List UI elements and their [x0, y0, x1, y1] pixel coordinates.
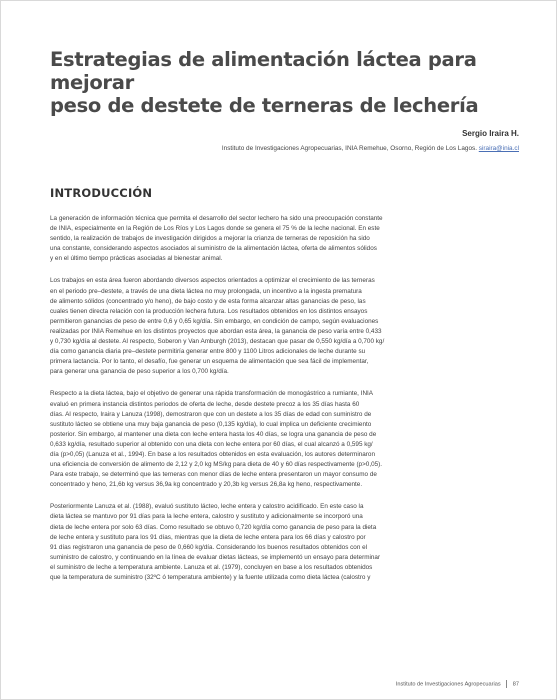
paragraph-line: y 0,730 kg/día al destete. Al respecto, Soberon y Van Amburgh (2013), destacan que pasar de 0,550 kg/día a 0,700 kg/ — [50, 338, 385, 346]
paragraph-line: y en el último tiempo prácticas asociadas al bienestar animal. — [50, 255, 223, 263]
paragraph-line: para generar una ganancia de peso superior a los 0,700 kg/día. — [50, 368, 229, 376]
title-line-1: Estrategias de alimentación láctea para mejorar — [50, 48, 477, 94]
article-title — [50, 48, 530, 117]
paragraph-line: Los trabajos en esta área fueron abordando diversos aspectos orientados a optimizar el crecimiento de las terneras — [50, 277, 375, 285]
paragraph-line: de alimento sólidos (concentrado y/o heno), de bajo costo y de esta forma alcanzar altas ganancias de peso, las — [50, 297, 366, 305]
paragraph-line: de leche entera y sustituto para los 91 días, mientras que la dieta de leche entera para los 66 días y calostro por — [50, 533, 366, 541]
author-affiliation — [222, 145, 519, 152]
body-paragraph — [50, 276, 520, 377]
paragraph-line: 91 días registraron una ganancia de peso de 0,660 kg/día. Considerando los buenos resultados obtenidos con el — [50, 543, 368, 551]
paragraph-line: dieta láctea se mantuvo por 91 días para la leche entera, calostro y sustituto y adicionalmente se incorporó una — [50, 513, 363, 521]
paragraph-line: sustituto lácteo se obtiene una muy baja ganancia de peso (0,135 kg/día), lo cual implica un deficiente crecimiento — [50, 420, 372, 428]
paragraph-line: días. Al respecto, Iraira y Lanuza (1998), demostraron que con un destete a los 35 días de edad con suministro de — [50, 410, 372, 418]
paragraph-line: una constante, considerando aspectos asociados al suministro de la alimentación láctea, oferta de alimentos sólidos — [50, 245, 377, 253]
paragraph-line: realizadas por INIA Remehue en los distintos proyectos que abordan esta área, la ganancia de peso varía entre 0,433 — [50, 327, 382, 335]
paragraph-line: 0,633 kg/día, resultado superior al obtenido con una dieta con leche entera por 60 días, el cual alcanzó a 0,595 kg/ — [50, 440, 373, 448]
paragraph-line: La generación de información técnica que permita el desarrollo del sector lechero ha sido una preocupación constante — [50, 215, 383, 222]
footer-institution: Instituto de Investigaciones Agropecuarias — [395, 681, 501, 688]
paragraph-line: posterior. Sin embargo, al mantener una dieta con leche entera hasta los 40 días, se logra una ganancia de peso de — [50, 430, 377, 438]
paragraph-line: suministro de calostro, y continuando en la línea de evaluar dietas lácteas, se implementó un ensayo para determinar — [50, 553, 381, 561]
paragraph-line: día como ganancia diaria pre–destete permitiría generar entre 800 y 1100 Litros adicionales de leche durante su — [50, 348, 366, 356]
paragraph-line: sentido, la realización de trabajos de investigación dirigidos a mejorar la crianza de terneras de reposición ha sido — [50, 235, 370, 243]
page-footer — [396, 680, 519, 688]
body-paragraph — [50, 502, 520, 583]
author-email-link[interactable]: siraira@inia.cl — [478, 145, 519, 152]
paragraph-line: evaluó en primera instancia distintos periodos de oferta de leche, desde destete precoz a los 35 días hasta 60 — [50, 400, 360, 408]
paragraph-line: cuales tienen directa relación con la producción lechera futura. Los resultados obtenidos en los distintos ensayos — [50, 307, 368, 315]
section-heading: INTRODUCCIÓN — [50, 186, 153, 200]
paragraph-line: de INIA, especialmente en la Región de Los Ríos y Los Lagos donde se genera el 75 % de la leche nacional. En este — [50, 225, 380, 233]
paragraph-line: Para este trabajo, se determinó que las terneras con menor días de leche entera presentaron un mayor consumo de — [50, 471, 377, 479]
paragraph-line: una eficiencia de conversión de alimento de 2,12 y 2,0 kg MS/kg para dieta de 40 y 60 días respectivamente (p>0,05). — [50, 461, 383, 469]
paragraph-line: permitieron ganancias de peso de entre 0,6 y 0,65 kg/día. Sin embargo, en condición de campo, según evaluaciones — [50, 317, 379, 325]
paragraph-line: Posteriormente Lanuza et al. (1988), evaluó sustituto lácteo, leche entera y calostro acidificado. En este caso la — [50, 503, 364, 511]
paragraph-line: concentrado y heno, 21,6b kg versus 36,9a kg concentrado y 20,3b kg versus 26,8a kg heno, respectivamente. — [50, 481, 363, 489]
paragraph-line: dieta de leche entera por solo 63 días. Como resultado se obtuvo 0,720 kg/día como ganancia de peso para la dieta — [50, 523, 377, 531]
paragraph-line: que la temperatura de suministro (32ºC ó temperatura ambiente) y la fuente utilizada como dieta láctea (calostro y — [50, 574, 371, 581]
footer-divider — [506, 680, 507, 688]
paragraph-line: día (p>0,05) (Lanuza et al., 1994). En base a los resultados obtenidos en esta evaluación, los autores determinaron — [50, 450, 375, 458]
body-paragraph — [50, 389, 520, 490]
paragraph-line: primera lactancia. Por lo tanto, el desafío, fue generar un esquema de alimentación que sea fácil de implementar, — [50, 358, 369, 366]
author-name: Sergio Iraira H. — [462, 129, 519, 138]
body-text — [50, 214, 520, 595]
body-paragraph — [50, 214, 520, 264]
title-line-2: peso de destete de terneras de lechería — [50, 94, 479, 117]
paragraph-line: el suministro de leche a temperatura ambiente. Lanuza et al. (1979), concluyen en base a los resultados obtenidos — [50, 563, 373, 571]
paragraph-line: en el periodo pre–destete, a través de una dieta láctea no muy prolongada, un incentivo a la ingesta prematura — [50, 287, 362, 295]
affiliation-text: Instituto de Investigaciones Agropecuarias, INIA Remehue, Osorno, Región de Los Lagos. — [221, 145, 477, 152]
page-number: 87 — [512, 681, 519, 688]
paragraph-line: Respecto a la dieta láctea, bajo el objetivo de generar una rápida transformación de monogástrico a rumiante, INIA — [50, 390, 374, 398]
